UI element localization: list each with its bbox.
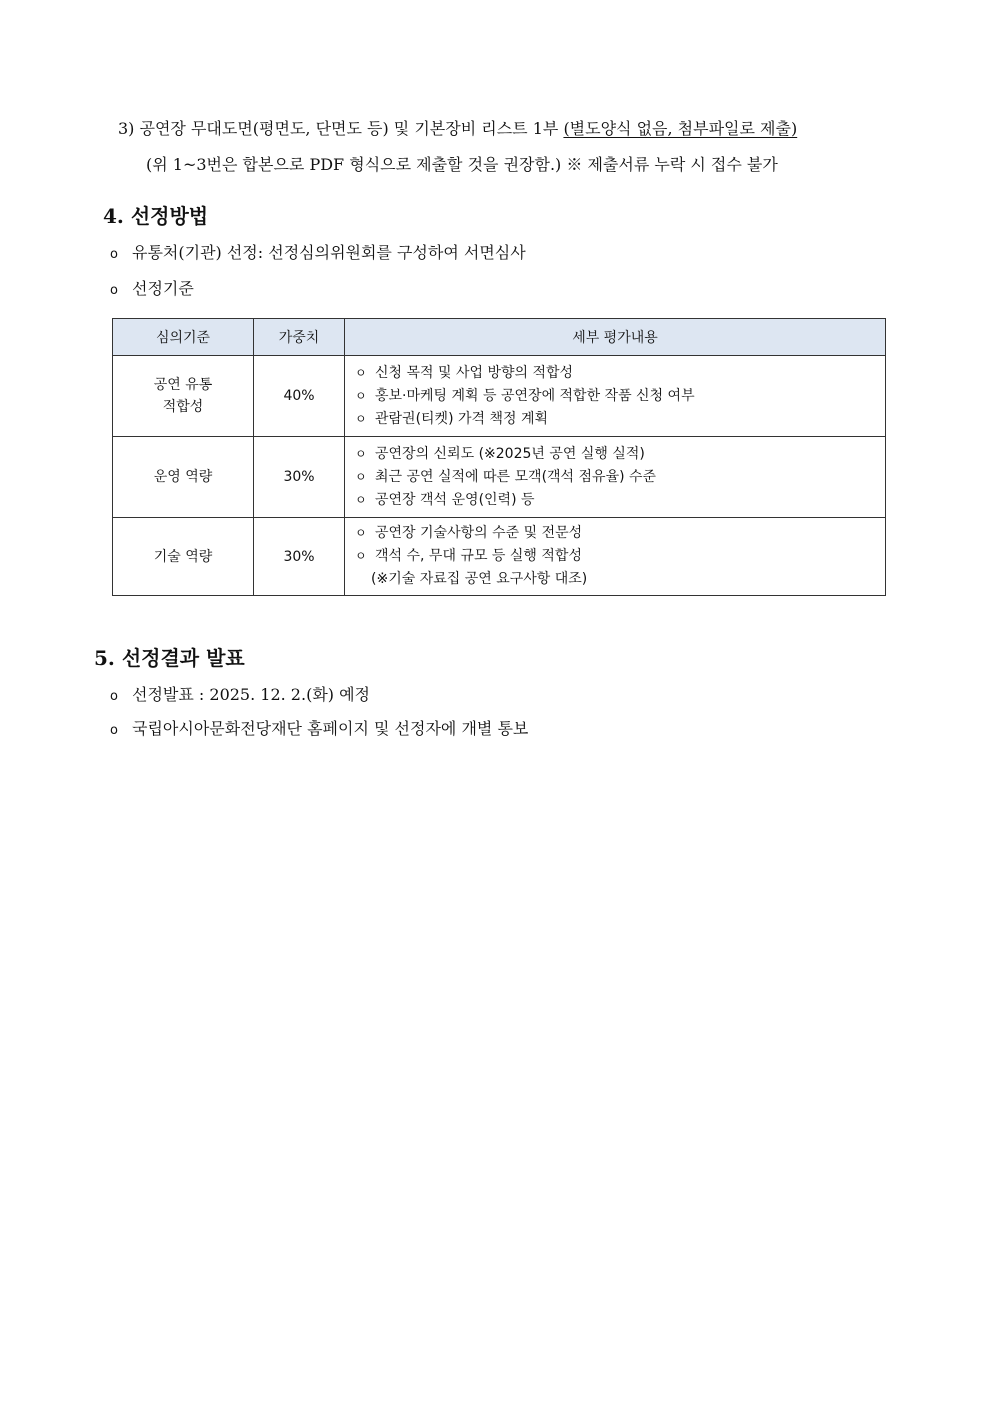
weight-cell: 30% [254,437,345,518]
table-row [113,518,886,596]
detail-item [355,408,877,431]
section-4-bullet-1 [110,240,526,263]
section-4-bullet-2 [110,276,194,299]
detail-text: 관람권(티켓) 가격 책정 계획 [375,410,549,427]
bullet-text: 선정발표 : 2025. 12. 2.(화) 예정 [132,685,371,704]
detail-bullet: ㅇ [355,526,367,540]
weight-cell: 40% [254,356,345,437]
detail-bullet: ㅇ [355,469,367,484]
detail-text: 홍보·마케팅 계획 등 공연장에 적합한 작품 신청 여부 [375,387,695,404]
detail-item [355,545,877,568]
detail-bullet: ㅇ [355,446,367,461]
detail-bullet: ㅇ [355,388,367,403]
detail-item [355,443,877,466]
criterion-line: 적합성 [162,399,204,415]
details-cell [345,356,886,437]
underlined-note: (별도양식 없음, 첨부파일로 제출) [563,119,798,138]
table-row [113,437,886,518]
weight-cell: 30% [254,518,345,596]
detail-item [355,489,877,512]
detail-item [355,385,877,408]
detail-text: 공연장의 신뢰도 (※2025년 공연 실행 실적) [375,445,645,462]
document-list-item-3 [118,116,797,139]
detail-text: 신청 목적 및 사업 방향의 적합성 [375,364,574,381]
selection-criteria-table [112,318,886,596]
detail-bullet: ㅇ [355,365,367,380]
detail-text: 공연장 객석 운영(인력) 등 [375,491,535,508]
criterion-cell [113,518,254,596]
section-5-title: 5. 선정결과 발표 [94,646,245,670]
bullet-marker: o [110,283,118,298]
submission-note: (위 1~3번은 합본으로 PDF 형식으로 제출할 것을 권장함.) ※ 제출서류 누락 시 접수 불가 [146,155,778,174]
detail-bullet: ㅇ [355,549,367,563]
detail-bullet: ㅇ [355,492,367,507]
section-5-bullet-1 [110,682,370,705]
table-row [113,356,886,437]
section-5-bullet-2 [110,716,528,739]
detail-item [355,362,877,385]
bullet-text: 유통처(기관) 선정: 선정심의위원회를 구성하여 서면심사 [132,243,526,262]
details-cell [345,518,886,596]
criterion-line: 공연 유통 [153,377,213,393]
header-weight: 가중치 [254,319,345,356]
detail-text: 객석 수, 무대 규모 등 실행 적합성 [375,548,582,564]
list-item-text: 3) 공연장 무대도면(평면도, 단면도 등) 및 기본장비 리스트 1부 [118,119,564,138]
detail-note: (※기술 자료집 공연 요구사항 대조) [371,571,588,587]
bullet-marker: o [110,723,118,738]
bullet-marker: o [110,247,118,262]
details-cell [345,437,886,518]
header-criterion: 심의기준 [113,319,254,356]
bullet-text: 국립아시아문화전당재단 홈페이지 및 선정자에 개별 통보 [132,719,529,738]
table-header-row [113,319,886,356]
detail-item [355,466,877,489]
detail-text: 최근 공연 실적에 따른 모객(객석 점유율) 수준 [375,468,657,485]
criterion-line: 기술 역량 [153,548,213,565]
section-4-title: 4. 선정방법 [103,204,209,228]
detail-item [355,522,877,545]
bullet-marker: o [110,689,118,704]
bullet-text: 선정기준 [132,279,194,298]
detail-bullet: ㅇ [355,411,367,426]
criterion-cell [113,437,254,518]
criterion-cell [113,356,254,437]
header-details: 세부 평가내용 [345,319,886,356]
criterion-line: 운영 역량 [153,469,213,485]
detail-text: 공연장 기술사항의 수준 및 전문성 [375,525,583,541]
